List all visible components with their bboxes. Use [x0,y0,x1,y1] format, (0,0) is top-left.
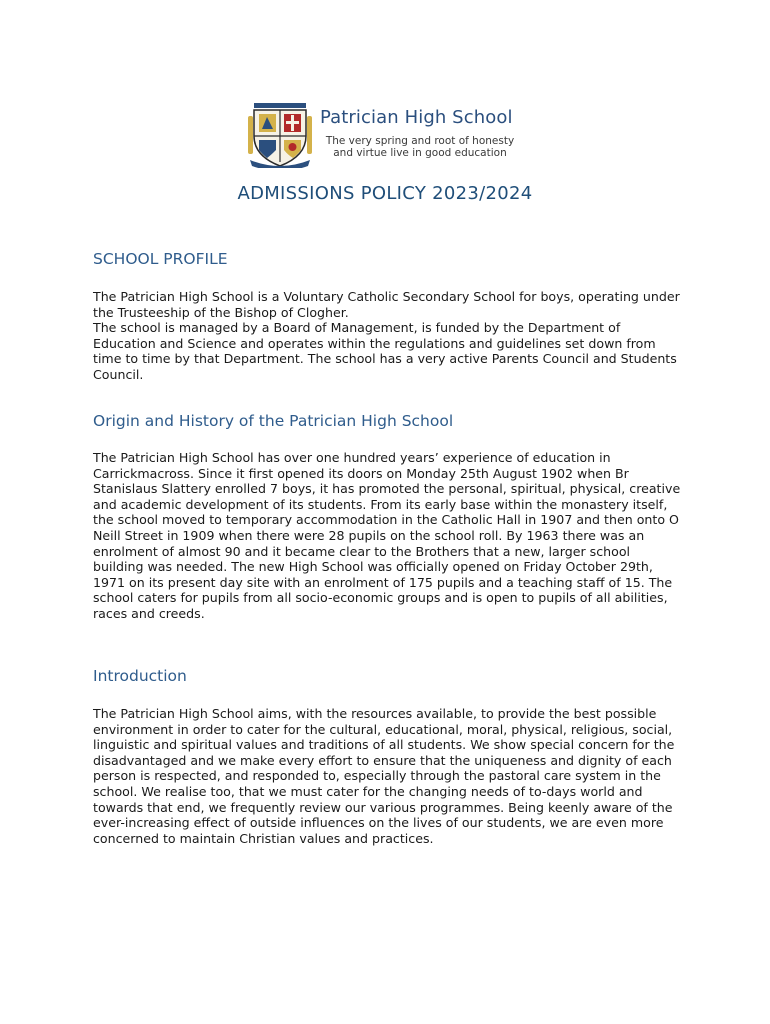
school-crest-icon [248,102,312,168]
document-title: ADMISSIONS POLICY 2023/2024 [237,183,533,204]
section-heading-school-profile: SCHOOL PROFILE [93,250,228,268]
section-text-origin-history: The Patrician High School has over one hundred years’ experience of education in Carrickmacross. Since it first opened its doors on Monday 25th August 1902 when Br Stanislaus Slattery enrolled 7 boys, it has promoted the personal, spiritual, physical, creative and academic development of its students. From its early base within the monastery itself, the school moved to temporary accommodation in the Catholic Hall in 1907 and then onto O Neill Street in 1909 when there were 28 pupils on the school roll. By 1963 there was an enrolment of almost 90 and it became clear to the Brothers that a new, larger school building was needed. The new High School was officially opened on Friday October 29th, 1971 on its present day site with an enrolment of 175 pupils and a teaching staff of 15. The school caters for pupils from all socio-economic groups and is open to pupils of all abilities, races and creeds. [93,450,681,621]
section-heading-origin-history: Origin and History of the Patrician High School [93,412,454,430]
section-text-school-profile: The Patrician High School is a Voluntary Catholic Secondary School for boys, operating under the Trusteeship of the Bishop of Clogher. The school is managed by a Board of Management, is funded by the Department of Education and Science and operates within the regulations and guidelines set down from time to time by that Department. The school has a very active Parents Council and Students Council. [93,289,680,382]
section-heading-introduction: Introduction [93,667,187,685]
school-logo [248,102,548,172]
motto-line-1: The very spring and root of honesty [325,135,515,147]
school-name: Patrician High School [320,107,513,128]
motto-line-2: and virtue live in good education [333,147,507,159]
section-text-introduction: The Patrician High School aims, with the resources available, to provide the best possible environment in order to cater for the cultural, educational, moral, physical, religious, social, linguistic and spiritual values and traditions of all students. We show special concern for the disadvantaged and we make every effort to ensure that the uniqueness and dignity of each person is respected, and responded to, especially through the pastoral care system in the school. We realise too, that we must cater for the changing needs of to-days world and towards that end, we frequently review our various programmes. Being keenly aware of the ever-increasing effect of outside influences on the lives of our students, we are even more concerned to maintain Christian values and practices. [93,706,675,846]
school-motto [320,135,520,159]
